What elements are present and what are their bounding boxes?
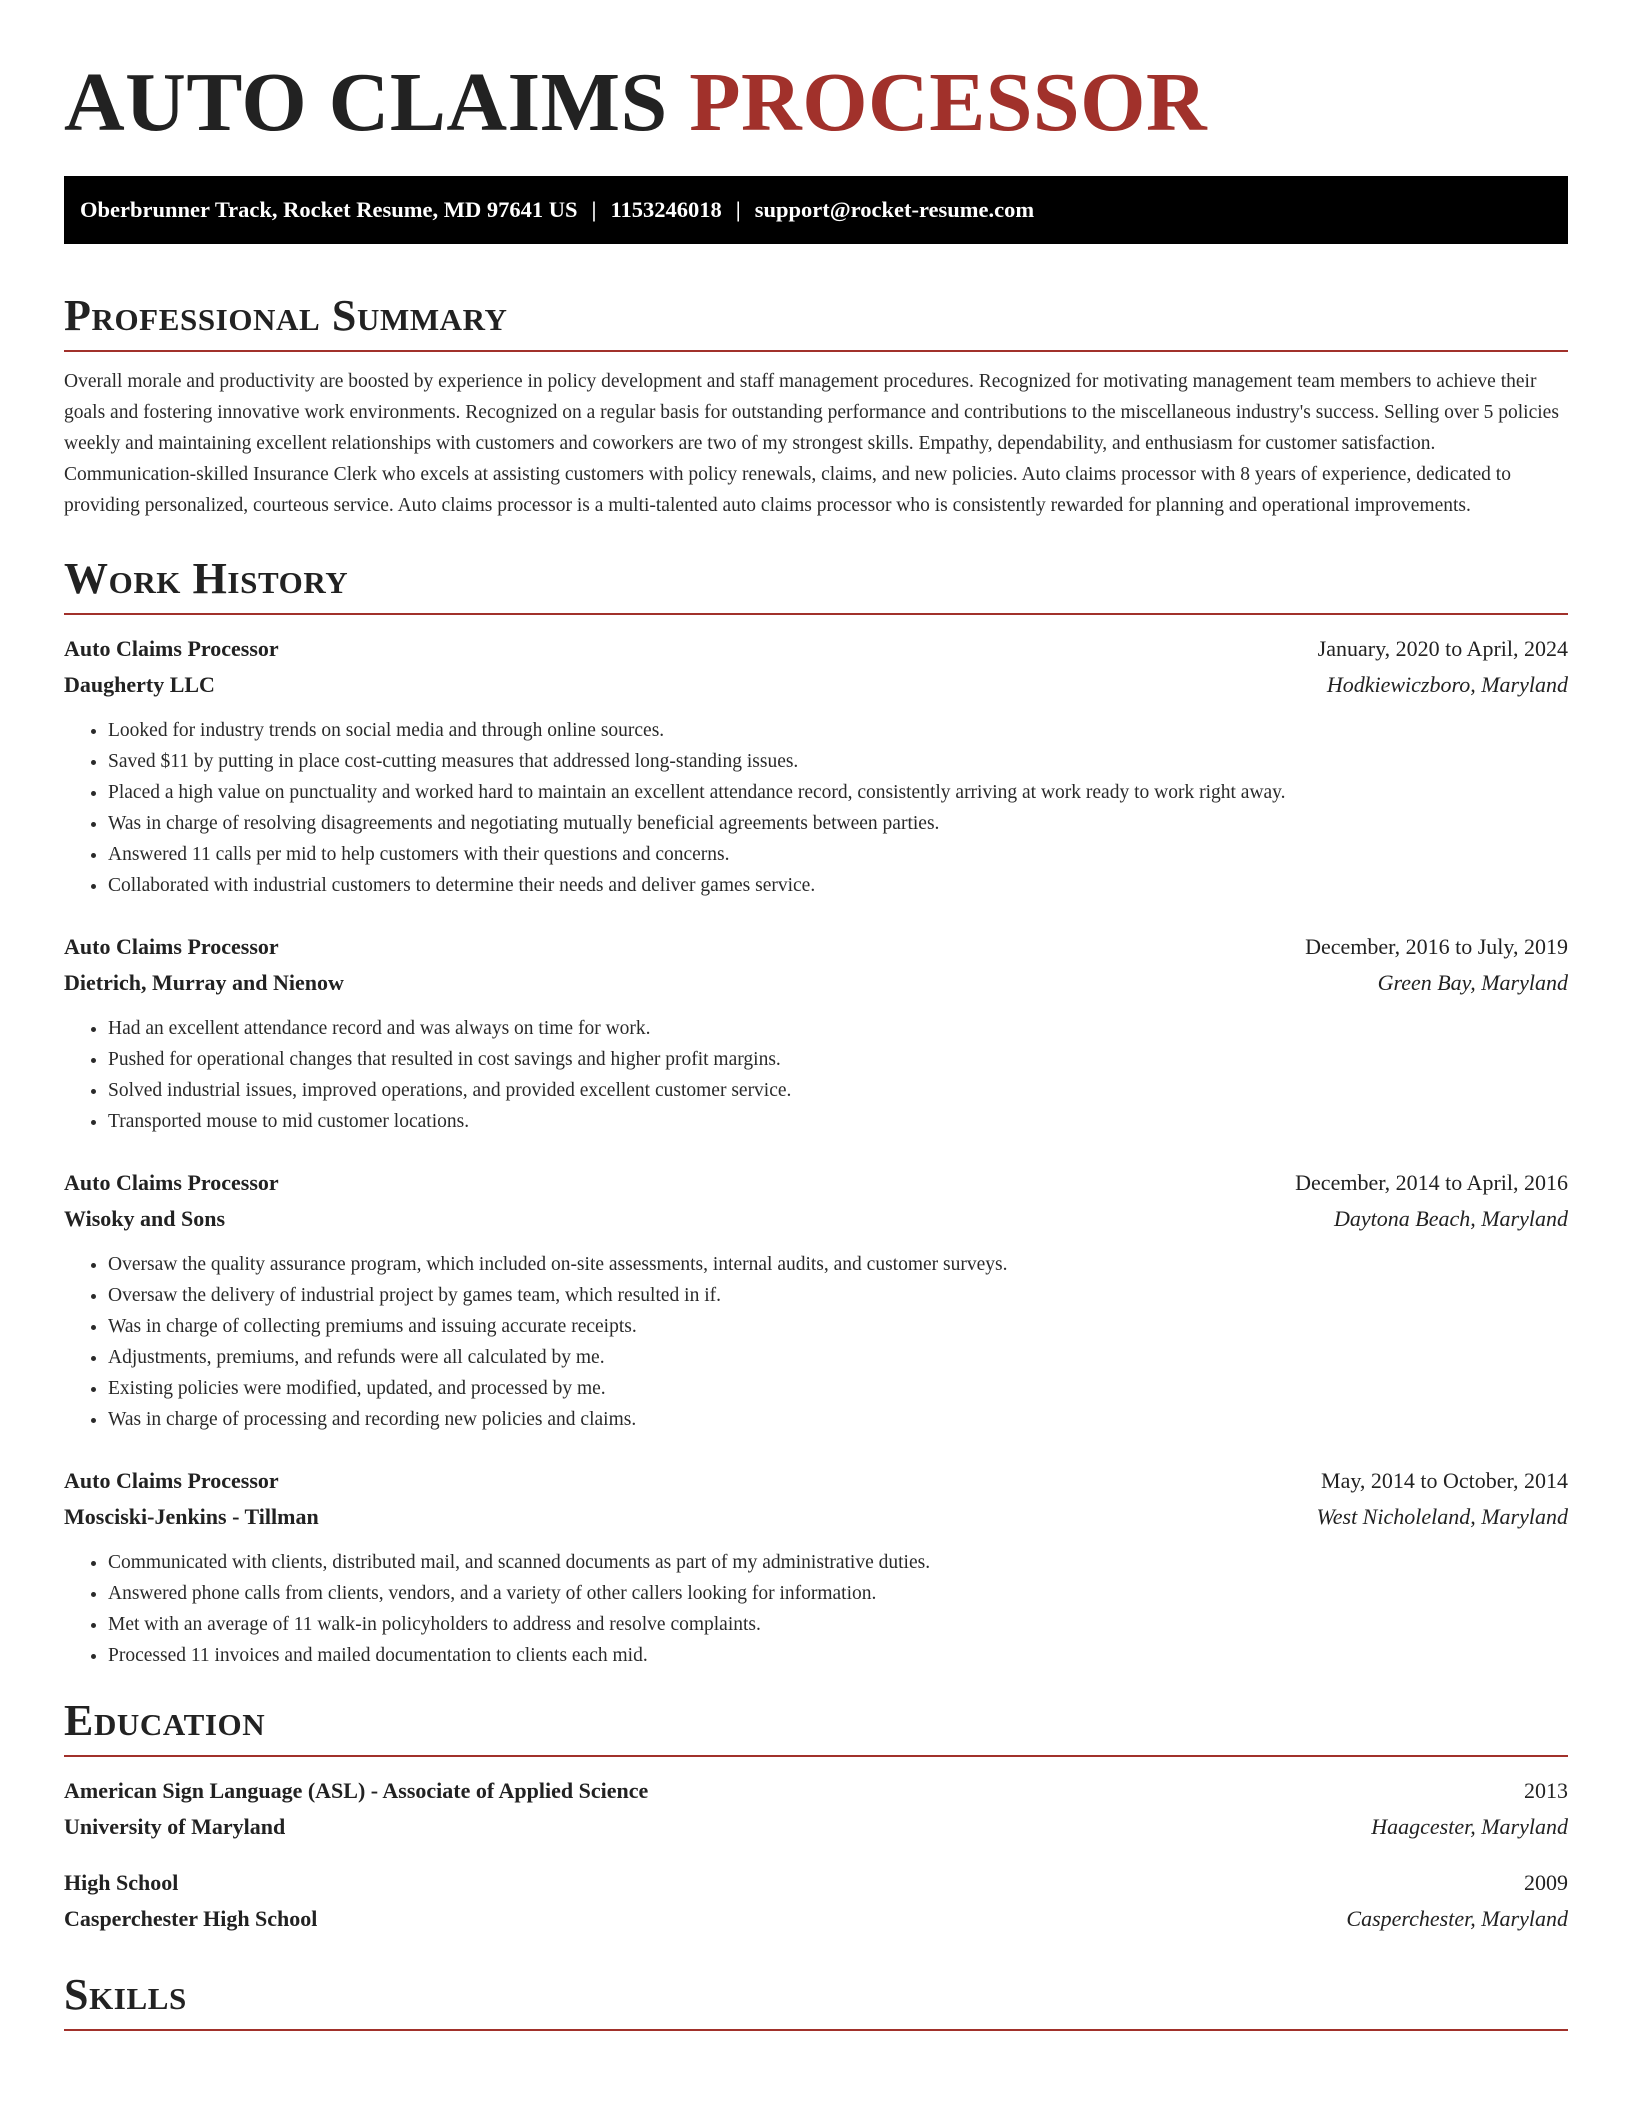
job-bullets xyxy=(64,715,1568,901)
job-title: Auto Claims Processor xyxy=(64,934,279,959)
job-company-row xyxy=(64,1201,1568,1237)
bullet-item: • Was in charge of resolving disagreements and negotiating mutually beneficial agreements between parties. xyxy=(108,808,1568,839)
education-school: Casperchester High School xyxy=(64,1906,318,1931)
job-entry xyxy=(64,1165,1568,1435)
job-entry xyxy=(64,631,1568,901)
bullet-item: • Had an excellent attendance record and was always on time for work. xyxy=(108,1013,1568,1044)
job-title: Auto Claims Processor xyxy=(64,1468,279,1493)
job-header-row xyxy=(64,1165,1568,1201)
job-company: Dietrich, Murray and Nienow xyxy=(64,970,344,995)
education-degree: High School xyxy=(64,1870,179,1895)
education-entry xyxy=(64,1773,1568,1845)
contact-bar xyxy=(64,176,1568,244)
bullet-item: • Answered phone calls from clients, vendors, and a variety of other callers looking for information. xyxy=(108,1578,1568,1609)
job-dates: May, 2014 to October, 2014 xyxy=(1321,1468,1568,1493)
education-degree-row xyxy=(64,1773,1568,1809)
education-heading: Education xyxy=(64,1693,1568,1757)
summary-text: Overall morale and productivity are boosted by experience in policy development and staff management procedures. Recognized for motivating management team members to achieve their goals and fostering innovative work environments. Recognized on a regular basis for outstanding performance and contributions to the miscellaneous industry's success. Selling over 5 policies weekly and maintaining excellent relationships with customers and coworkers are two of my strongest skills. Empathy, dependability, and enthusiasm for customer satisfaction. Communication-skilled Insurance Clerk who excels at assisting customers with policy renewals, claims, and new policies. Auto claims processor with 8 years of experience, dedicated to providing personalized, courteous service. Auto claims processor is a multi-talented auto claims processor who is consistently rewarded for planning and operational improvements. xyxy=(64,371,1559,516)
job-company: Daugherty LLC xyxy=(64,672,215,697)
job-header-row xyxy=(64,631,1568,667)
summary-heading: Professional Summary xyxy=(64,288,1568,352)
bullet-item: • Saved $11 by putting in place cost-cutting measures that addressed long-standing issues. xyxy=(108,746,1568,777)
job-bullets xyxy=(64,1249,1568,1435)
job-location: Daytona Beach, Maryland xyxy=(1334,1206,1568,1231)
job-entry xyxy=(64,1463,1568,1671)
job-header-row xyxy=(64,1463,1568,1499)
contact-separator: | xyxy=(735,197,741,222)
job-entry xyxy=(64,929,1568,1137)
education-location: Casperchester, Maryland xyxy=(1346,1906,1568,1931)
job-dates: December, 2016 to July, 2019 xyxy=(1305,934,1568,959)
job-title: Auto Claims Processor xyxy=(64,636,279,661)
bullet-item: • Was in charge of collecting premiums and issuing accurate receipts. xyxy=(108,1311,1568,1342)
resume-page xyxy=(64,0,1568,2031)
contact-email: support@rocket-resume.com xyxy=(754,197,1035,222)
education-entry xyxy=(64,1865,1568,1937)
bullet-item: • Looked for industry trends on social media and through online sources. xyxy=(108,715,1568,746)
education-year: 2013 xyxy=(1524,1778,1568,1803)
job-location: West Nicholeland, Maryland xyxy=(1316,1504,1568,1529)
bullet-item: • Existing policies were modified, updated, and processed by me. xyxy=(108,1373,1568,1404)
bullet-item: • Adjustments, premiums, and refunds were all calculated by me. xyxy=(108,1342,1568,1373)
job-dates: December, 2014 to April, 2016 xyxy=(1295,1170,1568,1195)
work-history-heading: Work History xyxy=(64,551,1568,615)
bullet-item: • Answered 11 calls per mid to help customers with their questions and concerns. xyxy=(108,839,1568,870)
education-school: University of Maryland xyxy=(64,1814,286,1839)
bullet-item: • Was in charge of processing and recording new policies and claims. xyxy=(108,1404,1568,1435)
education-year: 2009 xyxy=(1524,1870,1568,1895)
job-company-row xyxy=(64,965,1568,1001)
education-school-row xyxy=(64,1901,1568,1937)
contact-address: Oberbrunner Track, Rocket Resume, MD 97641 US xyxy=(80,197,578,222)
bullet-item: • Transported mouse to mid customer locations. xyxy=(108,1106,1568,1137)
bullet-item: • Communicated with clients, distributed mail, and scanned documents as part of my administrative duties. xyxy=(108,1547,1568,1578)
title-part-2: PROCESSOR xyxy=(689,56,1208,149)
education-degree: American Sign Language (ASL) - Associate of Applied Science xyxy=(64,1778,649,1803)
job-dates: January, 2020 to April, 2024 xyxy=(1317,636,1568,661)
bullet-item: • Collaborated with industrial customers to determine their needs and deliver games service. xyxy=(108,870,1568,901)
bullet-item: • Pushed for operational changes that resulted in cost savings and higher profit margins. xyxy=(108,1044,1568,1075)
contact-phone: 1153246018 xyxy=(610,197,722,222)
title-part-1: AUTO CLAIMS xyxy=(64,56,668,149)
job-company: Wisoky and Sons xyxy=(64,1206,226,1231)
job-bullets xyxy=(64,1013,1568,1137)
job-header-row xyxy=(64,929,1568,965)
job-company-row xyxy=(64,667,1568,703)
job-location: Green Bay, Maryland xyxy=(1377,970,1568,995)
bullet-item: • Processed 11 invoices and mailed documentation to clients each mid. xyxy=(108,1640,1568,1671)
job-bullets xyxy=(64,1547,1568,1671)
job-company: Mosciski-Jenkins - Tillman xyxy=(64,1504,319,1529)
bullet-item: • Oversaw the delivery of industrial project by games team, which resulted in if. xyxy=(108,1280,1568,1311)
bullet-item: • Placed a high value on punctuality and worked hard to maintain an excellent attendance record, consistently arriving at work ready to work right away. xyxy=(108,777,1568,808)
education-school-row xyxy=(64,1809,1568,1845)
resume-title xyxy=(64,0,1568,150)
bullet-item: • Solved industrial issues, improved operations, and provided excellent customer service. xyxy=(108,1075,1568,1106)
contact-separator: | xyxy=(591,197,597,222)
job-company-row xyxy=(64,1499,1568,1535)
education-location: Haagcester, Maryland xyxy=(1371,1814,1568,1839)
skills-heading: Skills xyxy=(64,1967,1568,2031)
bullet-item: • Met with an average of 11 walk-in policyholders to address and resolve complaints. xyxy=(108,1609,1568,1640)
job-location: Hodkiewiczboro, Maryland xyxy=(1326,672,1568,697)
job-title: Auto Claims Processor xyxy=(64,1170,279,1195)
bullet-item: • Oversaw the quality assurance program, which included on-site assessments, internal audits, and customer surveys. xyxy=(108,1249,1568,1280)
education-degree-row xyxy=(64,1865,1568,1901)
